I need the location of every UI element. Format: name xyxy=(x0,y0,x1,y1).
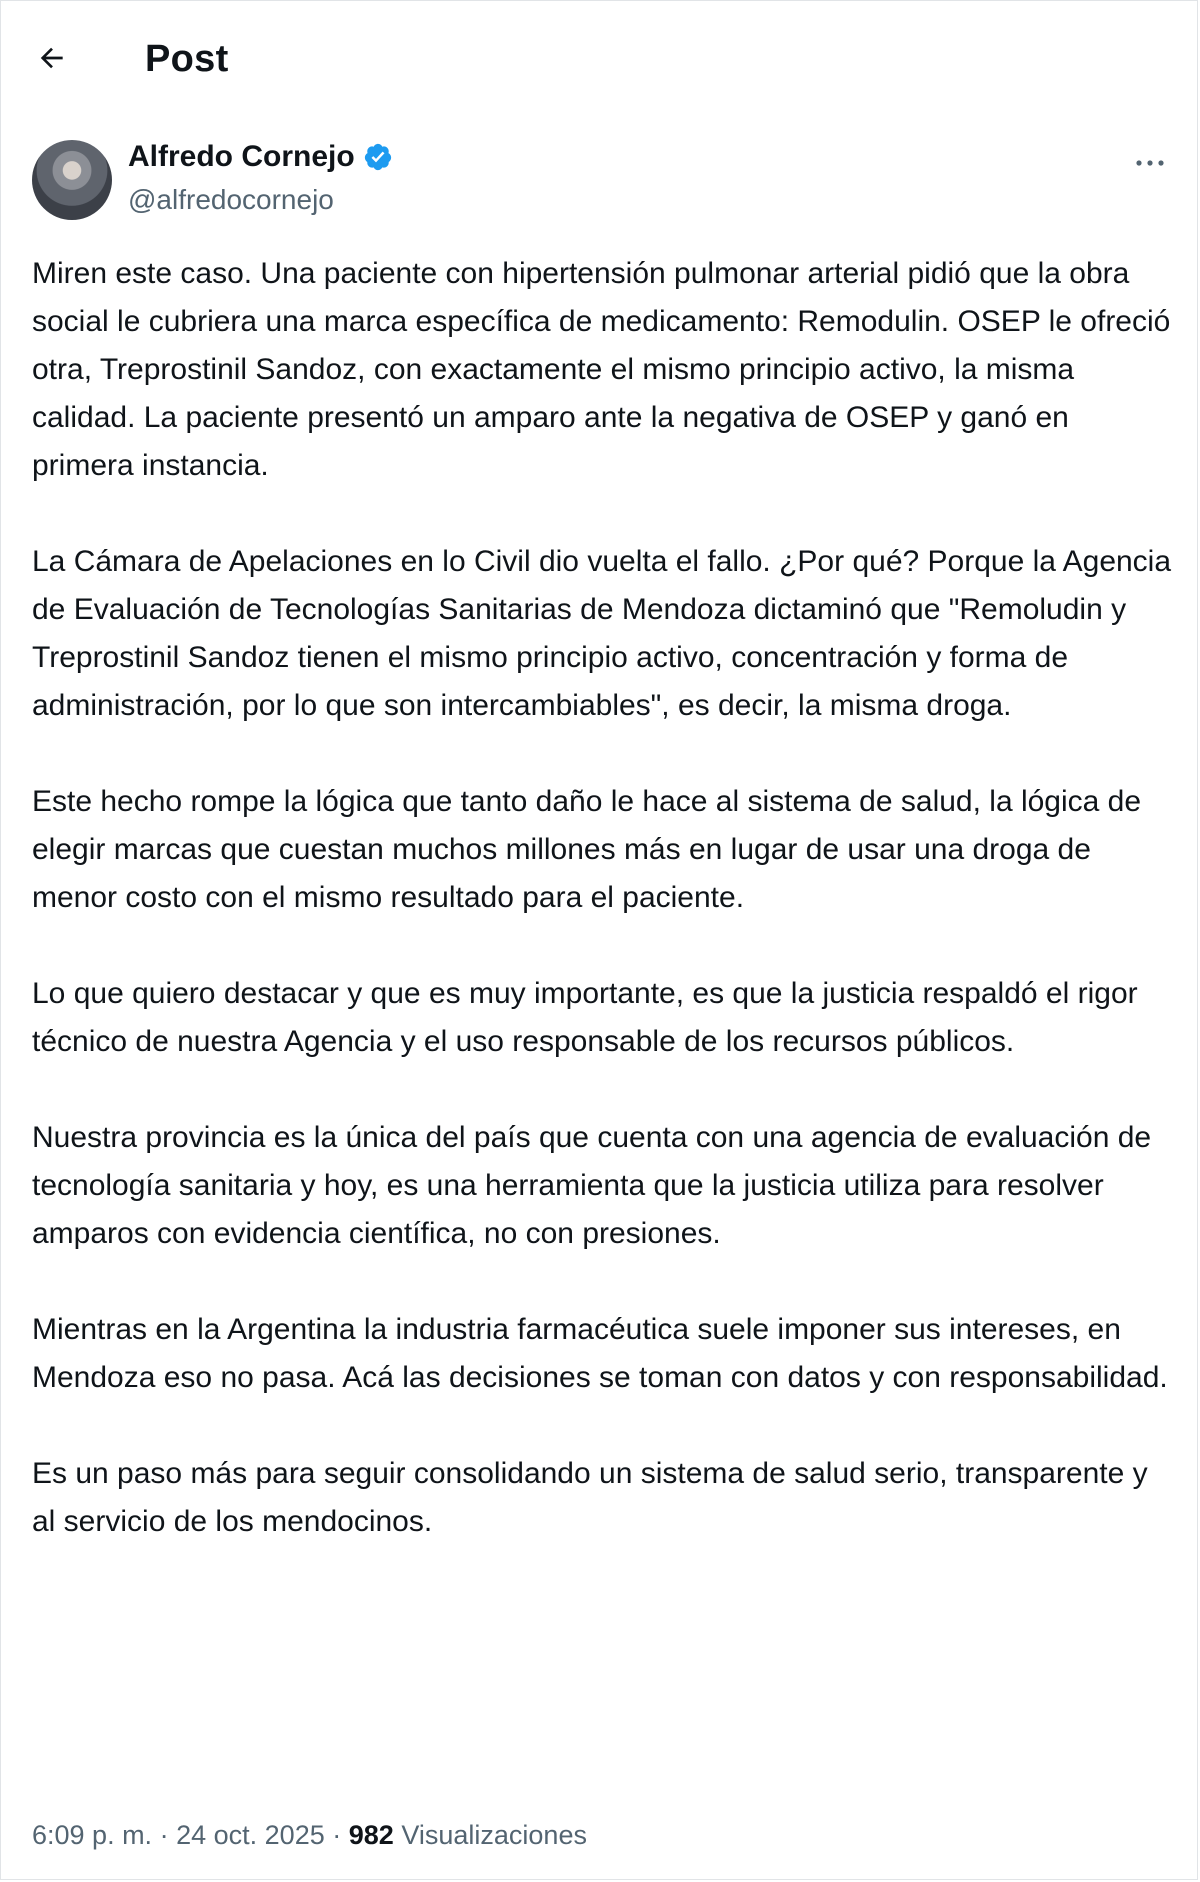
post-header xyxy=(0,0,1200,126)
post-time[interactable]: 6:09 p. m. xyxy=(32,1820,153,1850)
author-name-row[interactable] xyxy=(128,140,393,174)
post-paragraph: Este hecho rompe la lógica que tanto daño le hace al sistema de salud, la lógica de elegir marcas que cuestan muchos millones más en lugar de usar una droga de menor costo con el mismo resultado para el paciente. xyxy=(32,785,1142,914)
page-title: Post xyxy=(145,38,229,80)
post-paragraph: Lo que quiero destacar y que es muy importante, es que la justicia respaldó el rigor técnico de nuestra Agencia y el uso responsable de los recursos públicos. xyxy=(32,977,1138,1058)
post-paragraph: Miren este caso. Una paciente con hipertensión pulmonar arterial pidió que la obra social le cubriera una marca específica de medicamento: Remodulin. OSEP le ofreció otra, Treprostinil Sandoz, con exactamente el mismo principio activo, la misma calidad. La paciente presentó un amparo ante la negativa de OSEP y ganó en primera instancia. xyxy=(32,257,1171,482)
post-paragraph: Mientras en la Argentina la industria farmacéutica suele imponer sus intereses, en Mendoza eso no pasa. Acá las decisiones se toman con datos y con responsabilidad. xyxy=(32,1313,1168,1394)
views-label: Visualizaciones xyxy=(401,1820,587,1850)
author-handle[interactable]: @alfredocornejo xyxy=(128,184,334,215)
post-paragraph: La Cámara de Apelaciones en lo Civil dio vuelta el fallo. ¿Por qué? Porque la Agencia de Evaluación de Tecnologías Sanitarias de Mendoza dictaminó que "Remoludin y Treprostinil Sandoz tienen el mismo principio activo, concentración y forma de administración, por lo que son intercambiables", es decir, la misma droga. xyxy=(32,545,1172,722)
arrow-left-icon xyxy=(36,42,68,74)
post-text xyxy=(32,250,1177,1546)
meta-separator: · xyxy=(159,1820,169,1850)
views-count: 982 xyxy=(348,1820,394,1850)
author-name[interactable]: Alfredo Cornejo xyxy=(128,140,355,173)
more-options-button[interactable] xyxy=(1128,148,1172,178)
avatar[interactable] xyxy=(32,140,112,220)
more-dots-icon xyxy=(1134,158,1166,168)
author-block xyxy=(32,138,1172,228)
back-button[interactable] xyxy=(30,36,74,80)
post-paragraph: Es un paso más para seguir consolidando un sistema de salud serio, transparente y al servicio de los mendocinos. xyxy=(32,1457,1148,1538)
verified-badge-icon xyxy=(363,142,393,172)
post-meta xyxy=(32,1820,587,1851)
post-date[interactable]: 24 oct. 2025 xyxy=(176,1820,325,1850)
post-paragraph: Nuestra provincia es la única del país que cuenta con una agencia de evaluación de tecnología sanitaria y hoy, es una herramienta que la justicia utiliza para resolver amparos con evidencia científica, no con presiones. xyxy=(32,1121,1152,1250)
meta-separator: · xyxy=(332,1820,342,1850)
